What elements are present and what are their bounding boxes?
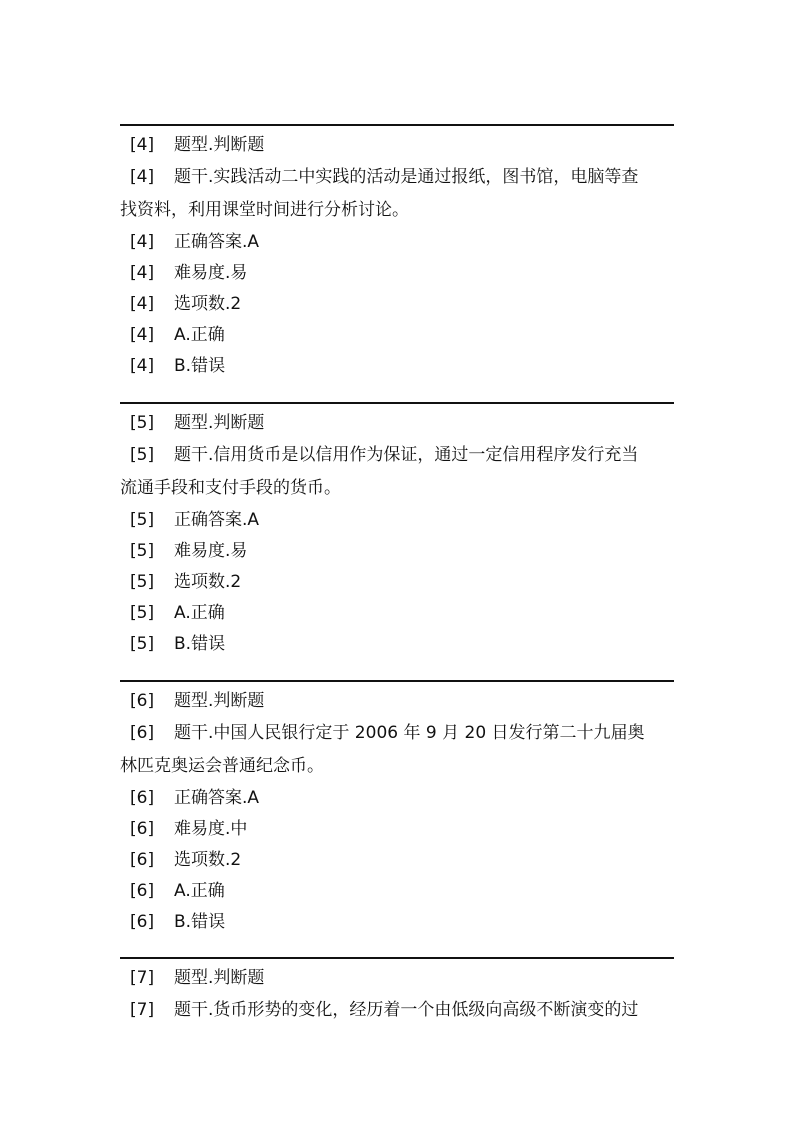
option-count-text: 选项数.2 [174, 572, 242, 592]
question-type [120, 963, 674, 994]
stem-line-2: 林匹克奥运会普通纪念币。 [120, 756, 324, 776]
difficulty-text: 难易度.易 [174, 541, 248, 561]
type-text: 题型.判断题 [174, 135, 265, 155]
option-count [120, 567, 674, 598]
question-number: [7] [130, 968, 155, 988]
option-a [120, 598, 674, 629]
question-number: [5] [130, 603, 155, 623]
separator-rule [120, 402, 674, 404]
option-b [120, 351, 674, 382]
difficulty-text: 难易度.中 [174, 819, 248, 839]
separator-rule [120, 680, 674, 682]
question-number: [4] [130, 167, 155, 187]
question-type [120, 408, 674, 439]
correct-answer [120, 505, 674, 536]
type-text: 题型.判断题 [174, 413, 265, 433]
question-number: [6] [130, 691, 155, 711]
stem-line-1: 题干.信用货币是以信用作为保证，通过一定信用程序发行充当 [174, 445, 639, 465]
question-stem [120, 717, 674, 783]
question-number: [5] [130, 572, 155, 592]
question-number: [5] [130, 413, 155, 433]
option-count [120, 289, 674, 320]
stem-line-2: 流通手段和支付手段的货币。 [120, 478, 341, 498]
question-number: [6] [130, 850, 155, 870]
question-stem [120, 161, 674, 227]
question-type [120, 130, 674, 161]
stem-line-2: 找资料，利用课堂时间进行分析讨论。 [120, 200, 409, 220]
option-count-text: 选项数.2 [174, 850, 242, 870]
question-number: [7] [130, 1000, 155, 1020]
stem-line-1: 题干.中国人民银行定于 2006 年 9 月 20 日发行第二十九届奥 [174, 723, 645, 743]
difficulty [120, 814, 674, 845]
question-block-5 [120, 402, 674, 660]
question-number: [6] [130, 912, 155, 932]
separator-rule [120, 124, 674, 126]
question-stem [120, 439, 674, 505]
question-block-4 [120, 124, 674, 382]
question-number: [4] [130, 135, 155, 155]
option-a [120, 320, 674, 351]
question-type [120, 686, 674, 717]
answer-text: 正确答案.A [174, 788, 260, 808]
question-number: [6] [130, 788, 155, 808]
option-b [120, 629, 674, 660]
option-b [120, 907, 674, 938]
question-block-6 [120, 680, 674, 938]
stem-line-1: 题干.货币形势的变化，经历着一个由低级向高级不断演变的过 [174, 1000, 639, 1020]
option-b-text: B.错误 [174, 912, 226, 932]
type-text: 题型.判断题 [174, 691, 265, 711]
answer-text: 正确答案.A [174, 510, 260, 530]
question-number: [4] [130, 294, 155, 314]
question-block-7 [120, 957, 674, 1027]
type-text: 题型.判断题 [174, 968, 265, 988]
option-a-text: A.正确 [174, 603, 225, 623]
option-count-text: 选项数.2 [174, 294, 242, 314]
option-b-text: B.错误 [174, 356, 226, 376]
option-a-text: A.正确 [174, 325, 225, 345]
option-a-text: A.正确 [174, 881, 225, 901]
question-number: [5] [130, 541, 155, 561]
option-a [120, 876, 674, 907]
option-b-text: B.错误 [174, 634, 226, 654]
separator-rule [120, 957, 674, 959]
question-number: [4] [130, 232, 155, 252]
question-number: [4] [130, 356, 155, 376]
answer-text: 正确答案.A [174, 232, 260, 252]
difficulty-text: 难易度.易 [174, 263, 248, 283]
question-number: [4] [130, 325, 155, 345]
question-number: [4] [130, 263, 155, 283]
correct-answer [120, 783, 674, 814]
question-number: [6] [130, 881, 155, 901]
question-stem [120, 994, 674, 1027]
question-number: [5] [130, 634, 155, 654]
question-number: [5] [130, 510, 155, 530]
option-count [120, 845, 674, 876]
question-number: [5] [130, 445, 155, 465]
stem-line-1: 题干.实践活动二中实践的活动是通过报纸，图书馆，电脑等查 [174, 167, 639, 187]
question-number: [6] [130, 723, 155, 743]
difficulty [120, 536, 674, 567]
correct-answer [120, 227, 674, 258]
difficulty [120, 258, 674, 289]
question-number: [6] [130, 819, 155, 839]
